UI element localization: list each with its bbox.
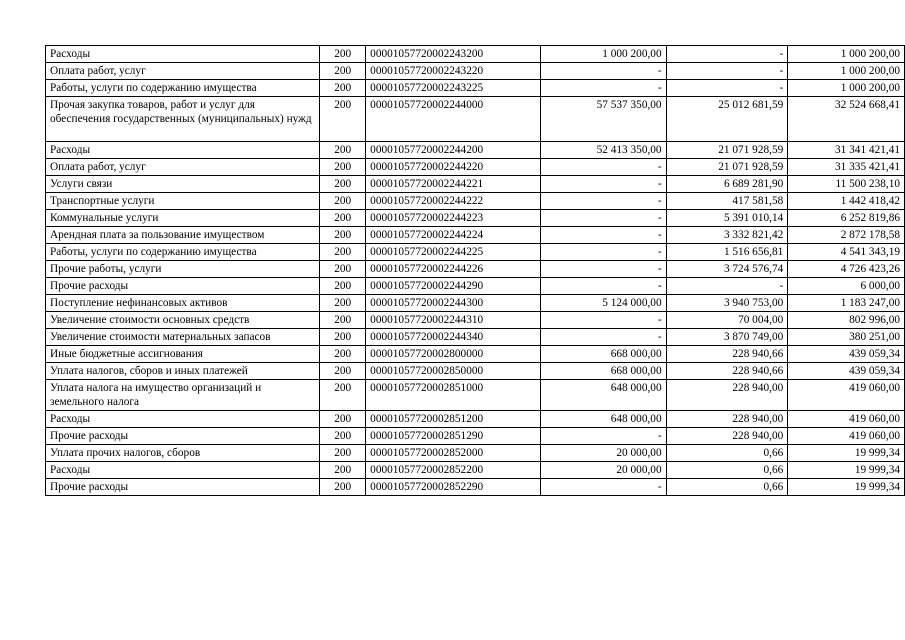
- row-name-cell: Уплата налога на имущество организаций и земельного налога: [46, 380, 320, 411]
- table-row: [46, 278, 905, 295]
- row-name-cell: Расходы: [46, 462, 320, 479]
- row-approved-amount-cell: 668 000,00: [540, 363, 666, 380]
- table-row: [46, 445, 905, 462]
- table-row: [46, 46, 905, 63]
- table-row: [46, 346, 905, 363]
- row-name-cell: Расходы: [46, 411, 320, 428]
- row-code-cell: 200: [320, 428, 366, 445]
- row-code-cell: 200: [320, 227, 366, 244]
- table-row: [46, 411, 905, 428]
- row-approved-amount-cell: -: [540, 312, 666, 329]
- row-executed-amount-cell: 25 012 681,59: [666, 97, 788, 142]
- table-row: [46, 462, 905, 479]
- table-row: [46, 479, 905, 496]
- table-row: [46, 261, 905, 278]
- row-code-cell: 200: [320, 329, 366, 346]
- row-name-cell: Уплата налогов, сборов и иных платежей: [46, 363, 320, 380]
- row-code-cell: 200: [320, 80, 366, 97]
- row-executed-amount-cell: 0,66: [666, 462, 788, 479]
- row-kbk-cell: 00001057720002244222: [366, 193, 541, 210]
- table-row: [46, 428, 905, 445]
- row-kbk-cell: 00001057720002244220: [366, 159, 541, 176]
- table-row: [46, 193, 905, 210]
- row-code-cell: 200: [320, 411, 366, 428]
- row-kbk-cell: 00001057720002244000: [366, 97, 541, 142]
- row-code-cell: 200: [320, 261, 366, 278]
- row-name-cell: Прочие расходы: [46, 479, 320, 496]
- row-code-cell: 200: [320, 46, 366, 63]
- row-remaining-amount-cell: 1 000 200,00: [788, 80, 905, 97]
- row-executed-amount-cell: 3 870 749,00: [666, 329, 788, 346]
- row-approved-amount-cell: 57 537 350,00: [540, 97, 666, 142]
- row-code-cell: 200: [320, 142, 366, 159]
- row-executed-amount-cell: 228 940,00: [666, 380, 788, 411]
- row-approved-amount-cell: -: [540, 210, 666, 227]
- row-kbk-cell: 00001057720002852000: [366, 445, 541, 462]
- row-remaining-amount-cell: 32 524 668,41: [788, 97, 905, 142]
- row-kbk-cell: 00001057720002244224: [366, 227, 541, 244]
- row-executed-amount-cell: 228 940,00: [666, 428, 788, 445]
- row-approved-amount-cell: -: [540, 176, 666, 193]
- row-kbk-cell: 00001057720002243225: [366, 80, 541, 97]
- table-row: [46, 295, 905, 312]
- row-code-cell: 200: [320, 244, 366, 261]
- row-executed-amount-cell: -: [666, 46, 788, 63]
- row-remaining-amount-cell: 31 335 421,41: [788, 159, 905, 176]
- table-row: [46, 176, 905, 193]
- row-remaining-amount-cell: 439 059,34: [788, 363, 905, 380]
- row-code-cell: 200: [320, 210, 366, 227]
- row-approved-amount-cell: 648 000,00: [540, 411, 666, 428]
- table-row: [46, 312, 905, 329]
- row-name-cell: Уплата прочих налогов, сборов: [46, 445, 320, 462]
- row-kbk-cell: 00001057720002244340: [366, 329, 541, 346]
- row-executed-amount-cell: 21 071 928,59: [666, 142, 788, 159]
- row-approved-amount-cell: -: [540, 193, 666, 210]
- row-name-cell: Работы, услуги по содержанию имущества: [46, 80, 320, 97]
- row-kbk-cell: 00001057720002244226: [366, 261, 541, 278]
- row-remaining-amount-cell: 11 500 238,10: [788, 176, 905, 193]
- row-kbk-cell: 00001057720002851200: [366, 411, 541, 428]
- row-remaining-amount-cell: 31 341 421,41: [788, 142, 905, 159]
- row-remaining-amount-cell: 19 999,34: [788, 445, 905, 462]
- row-approved-amount-cell: -: [540, 329, 666, 346]
- row-name-cell: Увеличение стоимости основных средств: [46, 312, 320, 329]
- row-code-cell: 200: [320, 462, 366, 479]
- row-approved-amount-cell: 1 000 200,00: [540, 46, 666, 63]
- row-kbk-cell: 00001057720002244225: [366, 244, 541, 261]
- row-name-cell: Поступление нефинансовых активов: [46, 295, 320, 312]
- row-name-cell: Расходы: [46, 46, 320, 63]
- row-remaining-amount-cell: 419 060,00: [788, 380, 905, 411]
- row-executed-amount-cell: 0,66: [666, 445, 788, 462]
- table-row: [46, 97, 905, 142]
- table-row: [46, 227, 905, 244]
- row-approved-amount-cell: -: [540, 244, 666, 261]
- row-kbk-cell: 00001057720002851290: [366, 428, 541, 445]
- row-executed-amount-cell: -: [666, 278, 788, 295]
- row-executed-amount-cell: 70 004,00: [666, 312, 788, 329]
- row-code-cell: 200: [320, 278, 366, 295]
- row-remaining-amount-cell: 802 996,00: [788, 312, 905, 329]
- row-remaining-amount-cell: 19 999,34: [788, 462, 905, 479]
- row-remaining-amount-cell: 6 000,00: [788, 278, 905, 295]
- row-name-cell: Увеличение стоимости материальных запасов: [46, 329, 320, 346]
- table-row: [46, 80, 905, 97]
- row-code-cell: 200: [320, 193, 366, 210]
- row-kbk-cell: 00001057720002244200: [366, 142, 541, 159]
- row-kbk-cell: 00001057720002851000: [366, 380, 541, 411]
- row-remaining-amount-cell: 439 059,34: [788, 346, 905, 363]
- row-name-cell: Расходы: [46, 142, 320, 159]
- row-remaining-amount-cell: 380 251,00: [788, 329, 905, 346]
- row-remaining-amount-cell: 4 541 343,19: [788, 244, 905, 261]
- table-row: [46, 63, 905, 80]
- row-name-cell: Работы, услуги по содержанию имущества: [46, 244, 320, 261]
- row-code-cell: 200: [320, 445, 366, 462]
- row-code-cell: 200: [320, 363, 366, 380]
- row-kbk-cell: 00001057720002243220: [366, 63, 541, 80]
- row-code-cell: 200: [320, 176, 366, 193]
- table-row: [46, 329, 905, 346]
- row-executed-amount-cell: 21 071 928,59: [666, 159, 788, 176]
- row-code-cell: 200: [320, 312, 366, 329]
- table-row: [46, 142, 905, 159]
- row-code-cell: 200: [320, 159, 366, 176]
- table-body: [46, 46, 905, 496]
- row-remaining-amount-cell: 4 726 423,26: [788, 261, 905, 278]
- table-row: [46, 244, 905, 261]
- row-kbk-cell: 00001057720002244223: [366, 210, 541, 227]
- row-approved-amount-cell: -: [540, 63, 666, 80]
- row-executed-amount-cell: -: [666, 80, 788, 97]
- row-code-cell: 200: [320, 295, 366, 312]
- row-code-cell: 200: [320, 97, 366, 142]
- budget-expenditure-table: [45, 45, 905, 496]
- row-executed-amount-cell: -: [666, 63, 788, 80]
- row-code-cell: 200: [320, 346, 366, 363]
- row-executed-amount-cell: 228 940,00: [666, 411, 788, 428]
- row-code-cell: 200: [320, 380, 366, 411]
- row-kbk-cell: 00001057720002800000: [366, 346, 541, 363]
- table-row: [46, 159, 905, 176]
- row-name-cell: Оплата работ, услуг: [46, 63, 320, 80]
- row-remaining-amount-cell: 419 060,00: [788, 411, 905, 428]
- row-approved-amount-cell: -: [540, 428, 666, 445]
- row-name-cell: Иные бюджетные ассигнования: [46, 346, 320, 363]
- table-row: [46, 210, 905, 227]
- row-remaining-amount-cell: 19 999,34: [788, 479, 905, 496]
- row-executed-amount-cell: 3 724 576,74: [666, 261, 788, 278]
- row-approved-amount-cell: 668 000,00: [540, 346, 666, 363]
- row-kbk-cell: 00001057720002244290: [366, 278, 541, 295]
- row-kbk-cell: 00001057720002244221: [366, 176, 541, 193]
- row-remaining-amount-cell: 1 000 200,00: [788, 63, 905, 80]
- row-name-cell: Оплата работ, услуг: [46, 159, 320, 176]
- row-kbk-cell: 00001057720002244310: [366, 312, 541, 329]
- row-kbk-cell: 00001057720002852290: [366, 479, 541, 496]
- row-approved-amount-cell: -: [540, 80, 666, 97]
- row-name-cell: Транспортные услуги: [46, 193, 320, 210]
- row-code-cell: 200: [320, 63, 366, 80]
- row-executed-amount-cell: 6 689 281,90: [666, 176, 788, 193]
- row-remaining-amount-cell: 2 872 178,58: [788, 227, 905, 244]
- row-kbk-cell: 00001057720002850000: [366, 363, 541, 380]
- row-name-cell: Прочие расходы: [46, 278, 320, 295]
- row-remaining-amount-cell: 6 252 819,86: [788, 210, 905, 227]
- row-name-cell: Прочая закупка товаров, работ и услуг для обеспечения государственных (муниципальных) нужд: [46, 97, 320, 142]
- row-remaining-amount-cell: 1 183 247,00: [788, 295, 905, 312]
- row-approved-amount-cell: 52 413 350,00: [540, 142, 666, 159]
- row-approved-amount-cell: 5 124 000,00: [540, 295, 666, 312]
- row-approved-amount-cell: 20 000,00: [540, 445, 666, 462]
- row-remaining-amount-cell: 1 000 200,00: [788, 46, 905, 63]
- row-approved-amount-cell: -: [540, 479, 666, 496]
- row-approved-amount-cell: -: [540, 261, 666, 278]
- row-approved-amount-cell: -: [540, 227, 666, 244]
- row-executed-amount-cell: 417 581,58: [666, 193, 788, 210]
- row-executed-amount-cell: 0,66: [666, 479, 788, 496]
- row-approved-amount-cell: 20 000,00: [540, 462, 666, 479]
- row-code-cell: 200: [320, 479, 366, 496]
- row-kbk-cell: 00001057720002244300: [366, 295, 541, 312]
- row-name-cell: Коммунальные услуги: [46, 210, 320, 227]
- row-kbk-cell: 00001057720002852200: [366, 462, 541, 479]
- row-approved-amount-cell: -: [540, 278, 666, 295]
- row-executed-amount-cell: 228 940,66: [666, 363, 788, 380]
- row-executed-amount-cell: 5 391 010,14: [666, 210, 788, 227]
- row-executed-amount-cell: 3 332 821,42: [666, 227, 788, 244]
- row-remaining-amount-cell: 419 060,00: [788, 428, 905, 445]
- row-executed-amount-cell: 1 516 656,81: [666, 244, 788, 261]
- row-remaining-amount-cell: 1 442 418,42: [788, 193, 905, 210]
- row-name-cell: Прочие работы, услуги: [46, 261, 320, 278]
- row-approved-amount-cell: -: [540, 159, 666, 176]
- row-name-cell: Услуги связи: [46, 176, 320, 193]
- row-executed-amount-cell: 228 940,66: [666, 346, 788, 363]
- row-executed-amount-cell: 3 940 753,00: [666, 295, 788, 312]
- row-approved-amount-cell: 648 000,00: [540, 380, 666, 411]
- row-name-cell: Арендная плата за пользование имуществом: [46, 227, 320, 244]
- table-row: [46, 380, 905, 411]
- row-name-cell: Прочие расходы: [46, 428, 320, 445]
- table-row: [46, 363, 905, 380]
- row-kbk-cell: 00001057720002243200: [366, 46, 541, 63]
